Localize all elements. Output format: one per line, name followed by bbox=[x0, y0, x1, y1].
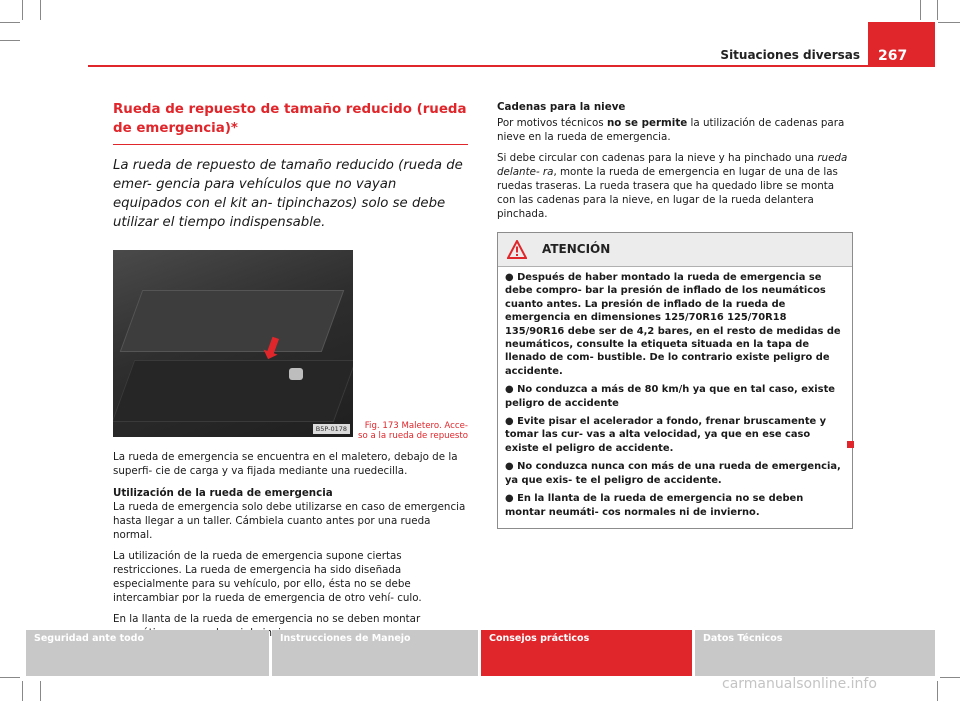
crop-mark bbox=[940, 677, 960, 678]
warning-body bbox=[498, 267, 852, 528]
section-title: Rueda de repuesto de tamaño reducido (rueda de emergencia)* bbox=[113, 102, 467, 136]
crop-mark bbox=[40, 0, 41, 20]
header-rule bbox=[88, 65, 935, 67]
trunk-floor bbox=[113, 360, 353, 422]
paragraph: La rueda de emergencia solo debe utilizarse en caso de emergencia hasta llegar a un taller. Cámbiela cuanto antes por una rueda normal. bbox=[113, 501, 466, 541]
paragraph: La rueda de emergencia se encuentra en el maletero, debajo de la superfi- cie de carga y va fijada mediante una ruedecilla. bbox=[113, 451, 458, 477]
arrow-down-icon: ⬇ bbox=[253, 328, 290, 371]
warning-item: ● No conduzca a más de 80 km/h ya que en tal caso, existe peligro de accidente bbox=[505, 384, 835, 409]
intro-text: La rueda de repuesto de tamaño reducido (rueda de emer- gencia para vehículos que no vayan equipados con el kit an- tipinchazos) solo se debe utilizar el tiempo indispensable. bbox=[113, 158, 463, 230]
paragraph: Por motivos técnicos no se permite la utilización de cadenas para nieve en la rueda de emergencia. bbox=[497, 117, 845, 143]
page-number: 267 bbox=[868, 22, 935, 67]
warning-header bbox=[498, 233, 852, 267]
warning-triangle-icon bbox=[507, 240, 527, 260]
figure-caption: Fig. 173 Maletero. Acce- so a la rueda de repuesto bbox=[358, 421, 468, 441]
crop-mark bbox=[920, 0, 921, 20]
crop-mark bbox=[937, 0, 938, 20]
warning-title: ATENCIÓN bbox=[542, 242, 611, 256]
crop-mark bbox=[0, 40, 20, 41]
footer-tab-practical-tips[interactable]: Consejos prácticos bbox=[481, 630, 692, 676]
subheading: Utilización de la rueda de emergencia bbox=[113, 487, 333, 499]
footer-tab-safety[interactable]: Seguridad ante todo bbox=[26, 630, 269, 676]
warning-item: ● Después de haber montado la rueda de emergencia se debe compro- bar la presión de inflado de los neumáticos cuanto antes. La presión de inflado de la rueda de emergencia en dimensiones 125/70R16 125/70R18 135/90R16 debe ser de 4,2 bares, en el resto de medidas de neumáticos, consulte la etiqueta situada en la tapa de llenado de com- bustible. De lo contrario existe peligro de accidente. bbox=[505, 272, 841, 377]
watermark: carmanualsonline.info bbox=[722, 676, 877, 692]
paragraph: Si debe circular con cadenas para la nieve y ha pinchado una rueda delante- ra, monte la rueda de emergencia en lugar de una de las ruedas traseras. La rueda trasera que ha quedado libre se monta con las cadenas para la nieve, en lugar de la rueda delantera pinchada. bbox=[497, 152, 848, 220]
footer-tab-technical-data[interactable]: Datos Técnicos bbox=[695, 630, 935, 676]
crop-mark bbox=[22, 681, 23, 701]
crop-mark bbox=[22, 0, 23, 20]
figure bbox=[113, 250, 468, 441]
trunk-photo bbox=[113, 250, 353, 437]
footer-tab-operation[interactable]: Instrucciones de Manejo bbox=[272, 630, 478, 676]
subheading-snow-chains: Cadenas para la nieve bbox=[497, 101, 626, 113]
trunk-shelf bbox=[120, 290, 345, 352]
warning-item: ● Evite pisar el acelerador a fondo, frenar bruscamente y tomar las cur- vas a alta velocidad, ya que en ese caso existe el peligro de accidente. bbox=[505, 416, 827, 454]
left-column bbox=[113, 100, 468, 640]
paragraph: En la llanta de la rueda de emergencia no se deben montar bbox=[113, 613, 421, 625]
crop-mark bbox=[0, 677, 20, 678]
warning-box bbox=[497, 232, 853, 529]
paragraph: La utilización de la rueda de emergencia supone ciertas restricciones. La rueda de emergencia ha sido diseñada especialmente para su vehículo, por ello, ésta no se debe intercambiar por la rueda de emergencia de otro vehí- culo. bbox=[113, 550, 422, 604]
figure-code: B5P-0178 bbox=[313, 424, 350, 434]
floor-handle bbox=[289, 368, 303, 380]
crop-mark bbox=[40, 681, 41, 701]
crop-mark bbox=[937, 681, 938, 701]
crop-mark bbox=[938, 22, 960, 23]
crop-mark bbox=[0, 22, 20, 23]
warning-item: ● No conduzca nunca con más de una rueda de emergencia, ya que exis- te el peligro de accidente. bbox=[505, 461, 841, 486]
section-end-mark bbox=[847, 441, 854, 448]
warning-item: ● En la llanta de la rueda de emergencia no se deben montar neumáti- cos normales ni de invierno. bbox=[505, 493, 804, 518]
right-column bbox=[497, 100, 853, 529]
section-rule bbox=[113, 144, 468, 145]
running-title: Situaciones diversas bbox=[720, 48, 860, 62]
